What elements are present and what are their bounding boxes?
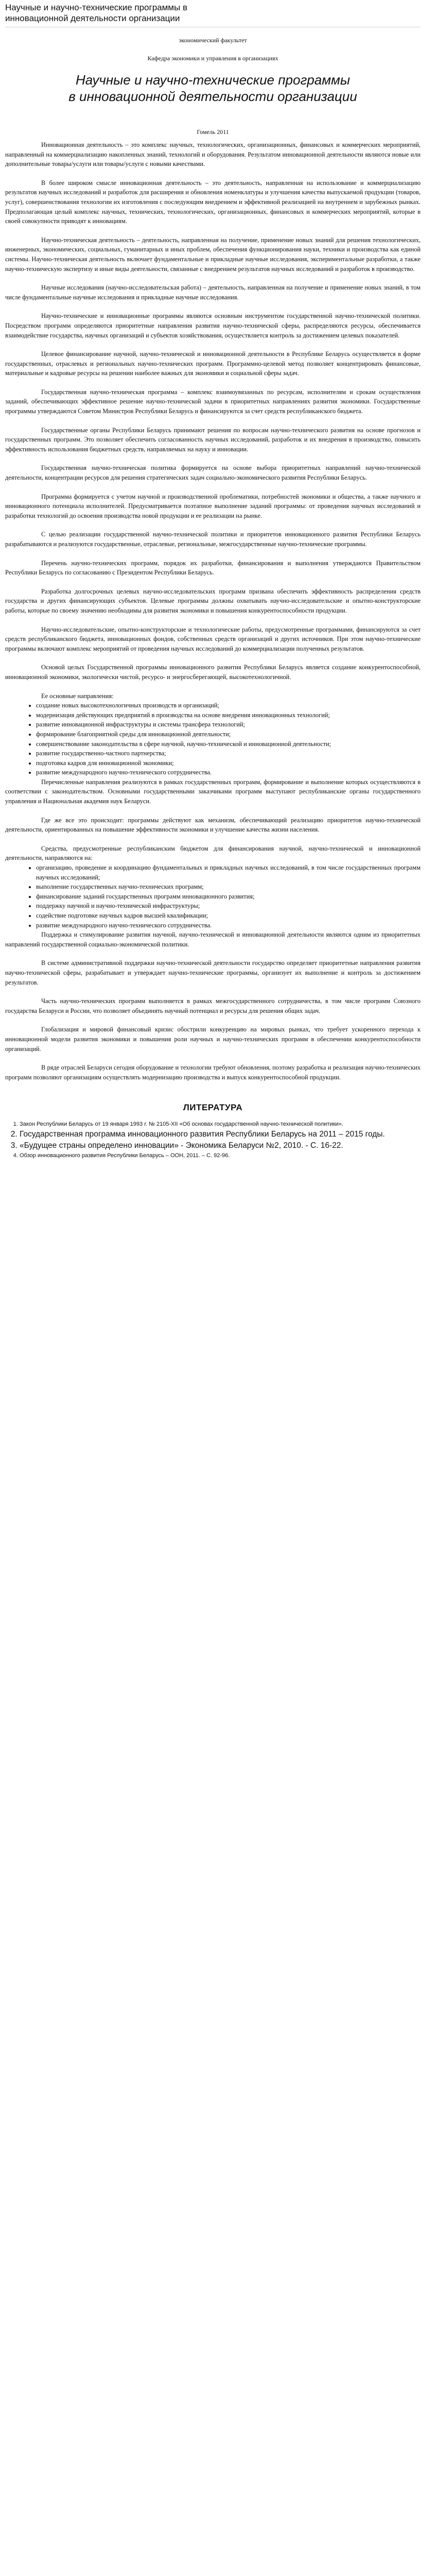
list-item: • модернизация действующих предприятий в производства на основе внедрения инновационных технологий; [36,710,421,720]
list-item: • содействие подготовке научных кадров высшей квалификации; [36,911,421,921]
paragraph: Научно-техническая деятельность – деятельность, направленная на получение, применение новых знаний для решения технологических, инженерных, экономических, социальных, гуманитарных и иных проблем, обеспечения функционирования науки, техники и производства как единой системы. Научно-техническая деятельность включает фундаментальные и прикладные научные исследования, экспериментальные разработки, а также научно-техническую экспертизу и иные виды деятельности, связанные с внедрением результатов научных исследований и разработок в производство. [5,236,421,273]
city-year: Гомель 2011 [197,128,229,135]
literature-item: 3. «Будущее страны определено инновации» - Экономика Беларуси №2, 2010. - С. 16-22. [20,1140,421,1151]
paragraph: Научно-технические и инновационные программы являются основным инструментом государственной научно-технической политики. Посредством программ определяются приоритетные направления развития научно-технической сферы, распределяются ресурсы, обеспечивается взаимодействие государства, научных организаций и субъектов хозяйствования, осуществляется контроль за достижением целевых показателей. [5,312,421,339]
literature-item: 4. Обзор инновационного развития Республики Беларусь – ООН, 2011. – С. 92-96. [20,1151,421,1160]
list-item: • создание новых высокотехнологичных производств и организаций; [36,701,421,710]
funding-list [5,863,421,930]
paragraph: Основой целых Государственной программы инновационного развития Республики Беларусь является создание конкурентоспособной, инновационной экономики, экологически чистой, ресурсо- и энергосберегающей, высокотехнологичной. [5,664,421,681]
paragraph: Государственная научно-техническая политика формируется на основе выбора приоритетных направлений научно-технической деятельности, концентрации ресурсов для решения стратегических задач социально-экономического развития Республики Беларусь. [5,464,421,482]
paragraph: Программа формируется с учетом научной и производственной проблематики, потребностей экономики и общества, а также научного и инновационного потенциала исполнителей. Предусматривается поэтапное выполнение заданий программы: от проведения научных исследований и разработки технологий до освоения производства новой продукции и ее реализации на рынке. [5,493,421,519]
main-title-line-2: в инновационной деятельности организации [68,89,357,104]
list-item: • развитие международного научно-технического сотрудничества. [36,768,421,777]
list-item: • организацию, проведение и координацию фундаментальных и прикладных научных исследований, в том числе государственных программ научных исследований; [36,863,421,882]
paragraph: Разработка долгосрочных целевых научно-исследовательских программ призвана обеспечить эффективность распределения средств государства и других финансирующих субъектов. Целевые программы должны охватывать научно-исследовательские и опытно-конструкторские работы, которые по своему значению необходимы для развития экономики и повышения конкурентоспособности продукции. [5,587,421,614]
paragraph: Перечисленные направления реализуются в рамках государственных программ, формирование и выполнение которых осуществляются в соответствии с законодательством. Основными государственными заказчиками программ выступают республиканские органы государственного управления и Национальная академия наук Беларуси. [5,778,421,805]
department-label: Кафедра экономики и управления в организациях [147,55,278,62]
list-item: • поддержку научной и научно-технической инфраструктуры; [36,901,421,911]
list-item: • развитие международного научно-технического сотрудничества. [36,921,421,930]
paragraph: Целевое финансирование научной, научно-технической и инновационной деятельности в Республике Беларусь осуществляется в форме государственных, отраслевых и региональных научно-технических программ. Программно-целевой метод позволяет концентрировать финансовые, материальные и кадровые ресурсы на решении наиболее важных для экономики и социальной сферы задач. [5,350,421,377]
paragraph: В более широком смысле инновационная деятельность – это деятельность, направленная на использование и коммерциализацию результатов научных исследований и разработок для расширения и обновления номенклатуры и улучшения качества выпускаемой продукции (товаров, услуг), совершенствования технологии их изготовления с последующим внедрением и эффективной реализацией на внутреннем и зарубежных рынках. Предполагающая целый комплекс научных, технических, технологических, организационных, финансовых и коммерческих мероприятий, которые в своей совокупности приводят к инновациям. [5,179,421,225]
paragraph: Перечень научно-технических программ, порядок их разработки, финансирования и выполнения утверждаются Правительством Республики Беларусь по согласованию с Президентом Республики Беларусь. [5,559,421,577]
body-section-1 [5,140,421,701]
paragraph: Часть научно-технических программ выполняется в рамках межгосударственного сотрудничества, в том числе программ Союзного государства Беларуси и России, что позволяет объединять научный потенциал и ресурсы для решения общих задач. [5,997,421,1014]
paragraph: Государственные органы Республики Беларусь принимают решения по вопросам научно-технического развития на основе прогнозов и государственных программ. Это позволяет обеспечить согласованность научных исследований, разработок и их внедрения в производство, повысить эффективность использования бюджетных средств, направляемых на науку и инновации. [5,426,421,453]
body-section-2 [5,777,421,863]
faculty-label: экономический факультет [179,37,247,44]
paragraph: Научно-исследовательские, опытно-конструкторские и технологические работы, предусмотренные программами, финансируются за счет средств республиканского бюджета, инновационных фондов, собственных средств организаций и других источников. При этом научно-технические программы включают комплекс мероприятий от проведения научных исследований до коммерциализации полученных результатов. [5,625,421,652]
list-item: • выполнение государственных научно-технических программ; [36,882,421,892]
paragraph: Где же все это происходит: программы действуют как механизм, обеспечивающий реализацию приоритетов научно-технической деятельности, ориентированных на повышение эффективности экономики и улучшение качества жизни населения. [5,816,421,834]
main-title [5,72,421,105]
literature-heading: ЛИТЕРАТУРА [183,1103,243,1113]
body-section-3 [5,930,421,1082]
literature-list [5,1120,421,1160]
paragraph: Научные исследования (научно-исследовательская работа) – деятельность, направленная на получение и применение новых знаний, в том числе фундаментальные научные исследования и прикладные научные исследования. [5,284,421,301]
paragraph: Средства, предусмотренные республиканским бюджетом для финансирования научной, научно-технической и инновационной деятельности, направляются на: [5,844,421,862]
paragraph: С целью реализации государственной научно-технической политики и приоритетов инновационного развития Республики Беларусь разрабатываются и реализуются государственные, отраслевые, региональные, межгосударственные научно-технические программы. [5,531,421,548]
literature-item: 2. Государственная программа инновационного развития Республики Беларусь на 2011 – 2015 годы. [20,1129,421,1140]
list-item: • формирование благоприятной среды для инновационной деятельности; [36,730,421,739]
paragraph: Глобализация и мировой финансовый кризис обострили конкуренцию на мировых рынках, что требует ускоренного перехода к инновационной модели развития экономики и повышения роли научных и научно-технических программ в обеспечении конкурентоспособности организаций. [5,1026,421,1053]
document-title: Научные и научно-технические программы в инновационной деятельности организации [5,3,187,23]
literature-item: 1. Закон Республики Беларусь от 19 января 1993 г. № 2105-XII «Об основах государственной научно-технической политики». [20,1120,421,1129]
paragraph: В ряде отраслей Беларуси сегодня оборудование и технологии требуют обновления, поэтому разработка и реализация научно-технических программ позволяют организациям осуществлять модернизацию производства и выпуск конкурентоспособной продукции. [5,1064,421,1081]
paragraph: Государственная научно-техническая программа – комплекс взаимоувязанных по ресурсам, исполнителям и срокам осуществления заданий, обеспечивающих эффективное решение научно-технической задачи в приоритетных направлениях развития экономики. Государственные программы утверждаются Советом Министров Республики Беларусь и финансируются за счет средств республиканского бюджета. [5,388,421,415]
document-page [0,0,426,1181]
directions-list [5,701,421,777]
paragraph: Поддержка и стимулирование развития научной, научно-технической и инновационной деятельности являются одним из приоритетных направлений государственной социально-экономической политики. [5,931,421,948]
main-title-line-1: Научные и научно-технические программы [76,72,350,88]
list-item: • финансирование заданий государственных программ инновационного развития; [36,892,421,902]
list-item: • развитие инновационной инфраструктуры и системы трансфера технологий; [36,720,421,730]
list-item: • развитие государственно-частного партнерства; [36,749,421,758]
paragraph: Ее основные направления: [41,692,114,700]
paragraph: Инновационная деятельность – это комплекс научных, технологических, организационных, финансовых и коммерческих мероприятий, направленный на коммерциализацию накопленных знаний, технологий и оборудования. Результатом инновационной деятельности являются новые или дополнительные товары/услуги или товары/услуги с новыми качествами. [5,141,421,168]
paragraph: В системе административной поддержки научно-технической деятельности государство определяет приоритетные направления развития научно-технической сферы, разрабатывает и утверждает научно-технические программы, организует их выполнение и контроль за достижением результатов. [5,959,421,986]
list-item: • подготовка кадров для инновационной экономики; [36,758,421,768]
list-item: • совершенствование законодательства в сфере научной, научно-технической и инновационной деятельности; [36,739,421,749]
